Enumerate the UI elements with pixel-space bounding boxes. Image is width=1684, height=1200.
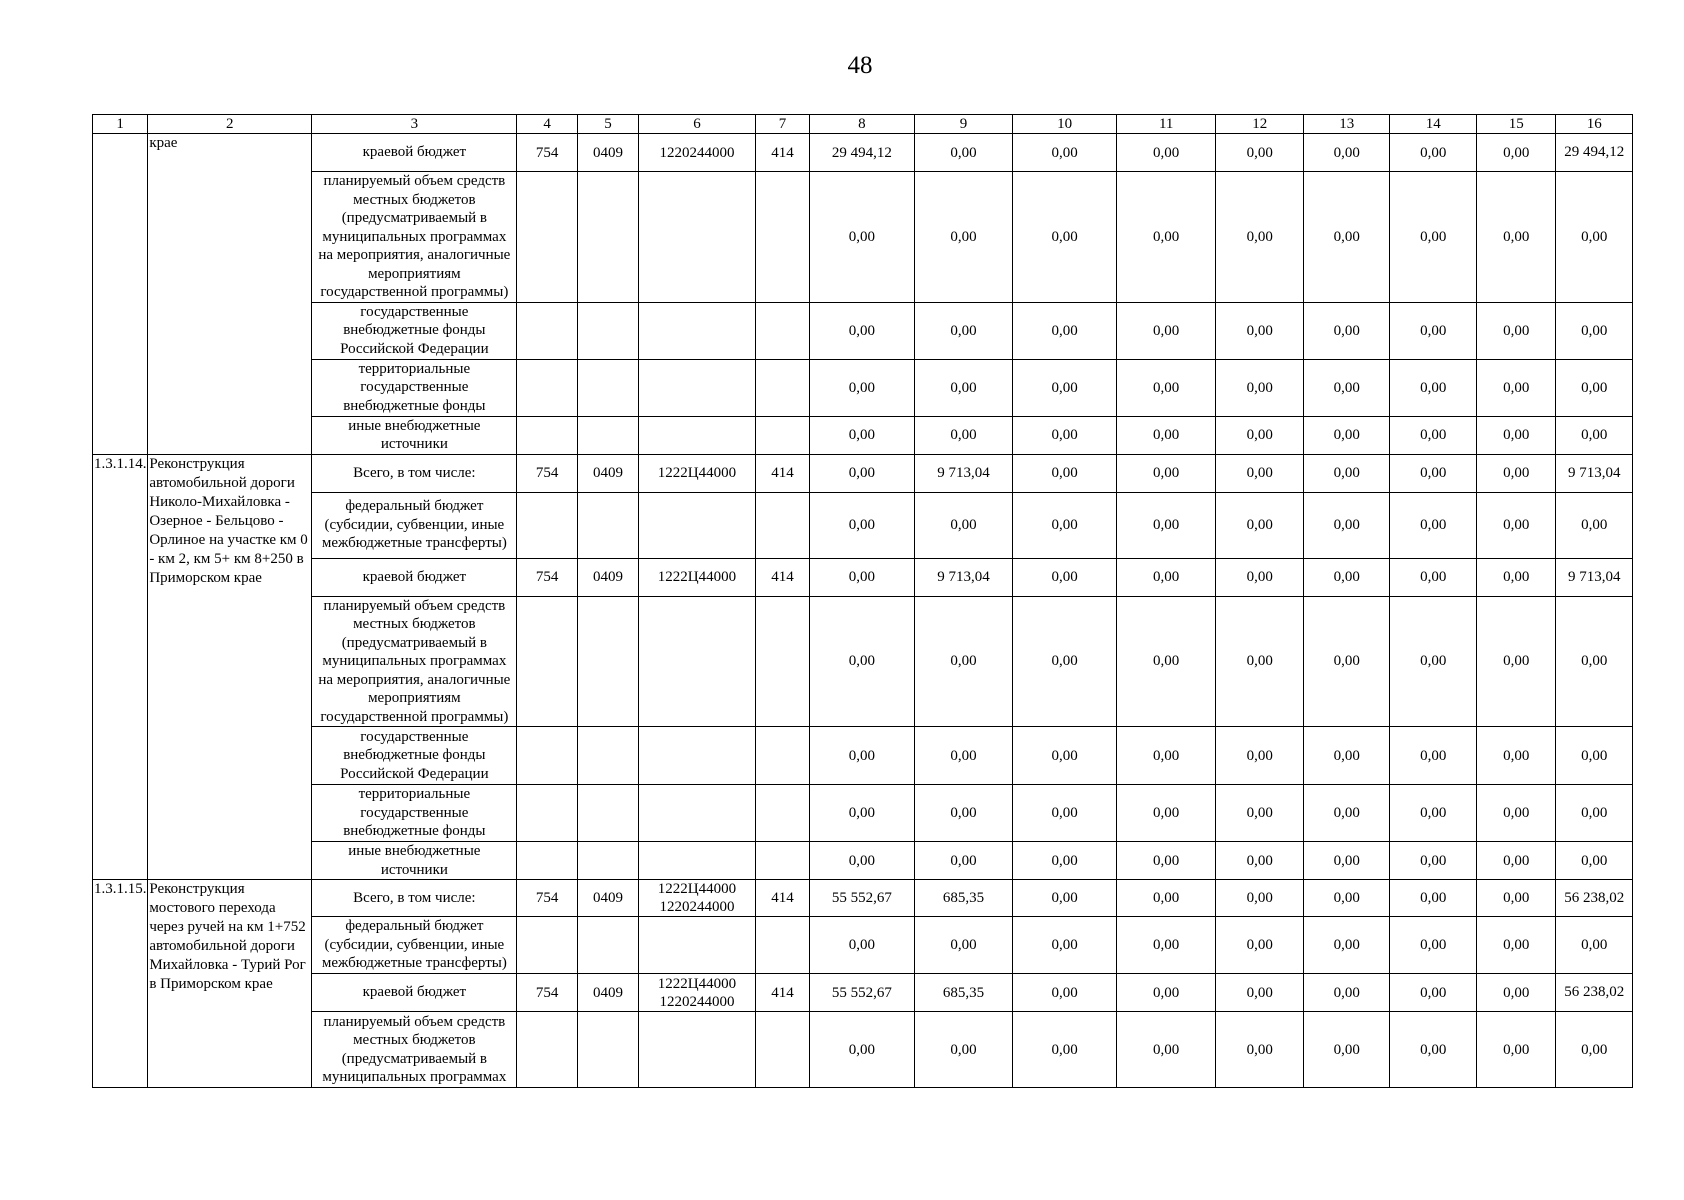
measure-name: Реконструкция мостового перехода через ручей на км 1+752 автомобильной дороги Михайловка - Турий Рог в Приморском крае [148, 880, 312, 1088]
csr-code [639, 974, 756, 1012]
year-value: 0,00 [1303, 974, 1390, 1012]
year-value: 0,00 [1476, 727, 1555, 785]
vr-code [755, 917, 809, 974]
year-value: 0,00 [1013, 596, 1117, 727]
col-number: 12 [1216, 115, 1304, 134]
source-label: государственные внебюджетные фонды Российской Федерации [312, 302, 517, 359]
section-code: 0409 [577, 880, 638, 917]
grbs-code [517, 785, 577, 842]
year-value: 0,00 [1476, 492, 1555, 558]
grbs-code [517, 1012, 577, 1088]
year-value: 0,00 [1476, 558, 1555, 596]
year-value: 0,00 [1390, 416, 1477, 454]
year-value: 0,00 [1116, 974, 1216, 1012]
csr-code [639, 172, 756, 303]
year-value: 0,00 [1116, 302, 1216, 359]
year-value: 0,00 [1390, 454, 1477, 492]
vr-code [755, 1012, 809, 1088]
source-label: краевой бюджет [312, 558, 517, 596]
year-value: 0,00 [1216, 416, 1304, 454]
year-value: 0,00 [1013, 842, 1117, 880]
year-value: 0,00 [914, 596, 1013, 727]
total-value: 0,00 [1556, 727, 1633, 785]
year-value: 0,00 [1303, 359, 1390, 416]
year-value: 0,00 [1216, 1012, 1304, 1088]
year-value: 0,00 [810, 785, 915, 842]
csr-code: 1222Ц44000 [639, 558, 756, 596]
measure-name: крае [148, 134, 312, 455]
table-row [93, 172, 1633, 303]
year-value: 0,00 [1303, 880, 1390, 917]
year-value: 0,00 [1013, 172, 1117, 303]
table-row [93, 727, 1633, 785]
section-code [577, 302, 638, 359]
csr-code [639, 596, 756, 727]
year-value: 0,00 [1013, 492, 1117, 558]
year-value: 0,00 [1116, 917, 1216, 974]
year-value: 0,00 [1116, 596, 1216, 727]
year-value: 0,00 [810, 172, 915, 303]
year-value: 0,00 [1390, 492, 1477, 558]
year-value: 0,00 [810, 302, 915, 359]
source-label: федеральный бюджет (субсидии, субвенции, иные межбюджетные трансферты) [312, 917, 517, 974]
vr-code [755, 172, 809, 303]
grbs-code [517, 416, 577, 454]
year-value: 0,00 [1116, 359, 1216, 416]
year-value: 0,00 [1390, 785, 1477, 842]
vr-code: 414 [755, 880, 809, 917]
year-value: 0,00 [1116, 492, 1216, 558]
total-value: 0,00 [1556, 785, 1633, 842]
section-code [577, 727, 638, 785]
col-number: 10 [1013, 115, 1117, 134]
year-value: 0,00 [1013, 1012, 1117, 1088]
csr-code: 1220244000 [639, 134, 756, 172]
table-row [93, 842, 1633, 880]
measure-name: Реконструкция автомобильной дороги Николо-Михайловка - Озерное - Бельцово - Орлиное на участке км 0 - км 2, км 5+ км 8+250 в Приморском крае [148, 454, 312, 880]
section-code: 0409 [577, 558, 638, 596]
year-value: 0,00 [810, 727, 915, 785]
csr-code [639, 416, 756, 454]
source-label: планируемый объем средств местных бюджетов (предусматриваемый в муниципальных программах на мероприятия, аналогичные мероприятиям государственной программы) [312, 172, 517, 303]
vr-code: 414 [755, 558, 809, 596]
col-number: 6 [639, 115, 756, 134]
year-value: 0,00 [1303, 917, 1390, 974]
grbs-code [517, 492, 577, 558]
year-value: 0,00 [1013, 917, 1117, 974]
csr-code [639, 359, 756, 416]
year-value: 0,00 [1216, 172, 1304, 303]
source-label: иные внебюджетные источники [312, 416, 517, 454]
total-value: 0,00 [1556, 359, 1633, 416]
year-value: 0,00 [1013, 302, 1117, 359]
year-value: 0,00 [1303, 302, 1390, 359]
year-value: 685,35 [914, 880, 1013, 917]
year-value: 0,00 [914, 917, 1013, 974]
table-row [93, 1012, 1633, 1088]
year-value: 0,00 [914, 302, 1013, 359]
year-value: 0,00 [810, 842, 915, 880]
table-row [93, 454, 1633, 492]
year-value: 0,00 [1303, 785, 1390, 842]
csr-code: 1222Ц44000 [639, 454, 756, 492]
year-value: 0,00 [1476, 1012, 1555, 1088]
grbs-code [517, 842, 577, 880]
vr-code: 414 [755, 134, 809, 172]
source-label: краевой бюджет [312, 134, 517, 172]
section-code: 0409 [577, 974, 638, 1012]
total-value: 56 238,02 [1556, 880, 1633, 917]
year-value: 685,35 [914, 974, 1013, 1012]
vr-code [755, 416, 809, 454]
year-value: 0,00 [914, 492, 1013, 558]
year-value: 0,00 [1013, 134, 1117, 172]
section-code [577, 917, 638, 974]
vr-code [755, 842, 809, 880]
year-value: 0,00 [914, 727, 1013, 785]
csr-code [639, 880, 756, 917]
col-number: 9 [914, 115, 1013, 134]
column-number-row [93, 115, 1633, 134]
year-value: 0,00 [1476, 172, 1555, 303]
year-value: 0,00 [1216, 842, 1304, 880]
section-code [577, 416, 638, 454]
year-value: 0,00 [1216, 492, 1304, 558]
table-row [93, 785, 1633, 842]
year-value: 0,00 [1390, 558, 1477, 596]
total-value: 0,00 [1556, 416, 1633, 454]
source-label: территориальные государственные внебюджетные фонды [312, 359, 517, 416]
table-row [93, 917, 1633, 974]
year-value: 0,00 [1013, 454, 1117, 492]
table-row [93, 974, 1633, 1012]
section-code [577, 596, 638, 727]
csr-code [639, 917, 756, 974]
year-value: 0,00 [1303, 842, 1390, 880]
year-value: 0,00 [1390, 1012, 1477, 1088]
year-value: 0,00 [1390, 917, 1477, 974]
year-value: 0,00 [1116, 454, 1216, 492]
year-value: 0,00 [1013, 359, 1117, 416]
grbs-code: 754 [517, 454, 577, 492]
year-value: 0,00 [1390, 596, 1477, 727]
section-code [577, 842, 638, 880]
table-row [93, 596, 1633, 727]
total-value: 9 713,04 [1556, 558, 1633, 596]
year-value: 0,00 [1216, 785, 1304, 842]
col-number: 1 [93, 115, 148, 134]
year-value: 0,00 [1303, 492, 1390, 558]
table-row [93, 359, 1633, 416]
year-value: 0,00 [810, 596, 915, 727]
year-value: 0,00 [1116, 785, 1216, 842]
year-value: 0,00 [1390, 172, 1477, 303]
year-value: 0,00 [1303, 454, 1390, 492]
source-label: Всего, в том числе: [312, 454, 517, 492]
total-value: 0,00 [1556, 302, 1633, 359]
year-value: 0,00 [1476, 416, 1555, 454]
year-value: 55 552,67 [810, 880, 915, 917]
csr-code [639, 727, 756, 785]
year-value: 0,00 [810, 558, 915, 596]
year-value: 0,00 [1216, 974, 1304, 1012]
table-row [93, 492, 1633, 558]
year-value: 0,00 [1476, 454, 1555, 492]
year-value: 0,00 [1116, 416, 1216, 454]
section-code [577, 492, 638, 558]
year-value: 0,00 [1216, 880, 1304, 917]
section-code: 0409 [577, 454, 638, 492]
year-value: 0,00 [1476, 974, 1555, 1012]
section-code: 0409 [577, 134, 638, 172]
grbs-code: 754 [517, 974, 577, 1012]
year-value: 0,00 [1303, 416, 1390, 454]
year-value: 0,00 [914, 172, 1013, 303]
grbs-code: 754 [517, 558, 577, 596]
row-id-cell [93, 134, 148, 455]
year-value: 0,00 [1303, 558, 1390, 596]
vr-code: 414 [755, 454, 809, 492]
year-value: 0,00 [1116, 1012, 1216, 1088]
grbs-code: 754 [517, 134, 577, 172]
grbs-code [517, 172, 577, 303]
year-value: 0,00 [1476, 134, 1555, 172]
total-value: 9 713,04 [1556, 454, 1633, 492]
col-number: 14 [1390, 115, 1477, 134]
source-label: иные внебюджетные источники [312, 842, 517, 880]
year-value: 0,00 [810, 1012, 915, 1088]
col-number: 13 [1303, 115, 1390, 134]
csr-code [639, 842, 756, 880]
year-value: 0,00 [810, 359, 915, 416]
row-id-cell: 1.3.1.14. [93, 454, 148, 880]
year-value: 0,00 [1013, 880, 1117, 917]
table-row [93, 134, 1633, 172]
col-number: 15 [1476, 115, 1555, 134]
vr-code: 414 [755, 974, 809, 1012]
source-label: федеральный бюджет (субсидии, субвенции, иные межбюджетные трансферты) [312, 492, 517, 558]
year-value: 0,00 [1303, 727, 1390, 785]
year-value: 0,00 [1116, 172, 1216, 303]
year-value: 0,00 [914, 134, 1013, 172]
grbs-code: 754 [517, 880, 577, 917]
table-row [93, 302, 1633, 359]
page-number: 48 [847, 52, 873, 79]
year-value: 0,00 [1116, 727, 1216, 785]
vr-code [755, 359, 809, 416]
year-value: 0,00 [1116, 558, 1216, 596]
grbs-code [517, 727, 577, 785]
year-value: 0,00 [1216, 302, 1304, 359]
csr-code-line: 1222Ц44000 [657, 881, 737, 897]
year-value: 0,00 [810, 454, 915, 492]
year-value: 55 552,67 [810, 974, 915, 1012]
year-value: 0,00 [1216, 134, 1304, 172]
year-value: 0,00 [1216, 596, 1304, 727]
col-number: 5 [577, 115, 638, 134]
vr-code [755, 596, 809, 727]
year-value: 0,00 [1476, 302, 1555, 359]
year-value: 0,00 [1390, 134, 1477, 172]
year-value: 29 494,12 [810, 134, 915, 172]
source-label: Всего, в том числе: [312, 880, 517, 917]
year-value: 0,00 [914, 785, 1013, 842]
year-value: 0,00 [914, 416, 1013, 454]
source-label: краевой бюджет [312, 974, 517, 1012]
total-value: 0,00 [1556, 842, 1633, 880]
table-row [93, 416, 1633, 454]
source-label: планируемый объем средств местных бюджетов (предусматриваемый в муниципальных программах [312, 1012, 517, 1088]
csr-code-line: 1220244000 [659, 993, 735, 1010]
total-value: 29 494,12 [1556, 134, 1633, 172]
csr-code [639, 1012, 756, 1088]
table-row [93, 558, 1633, 596]
col-number: 16 [1556, 115, 1633, 134]
year-value: 0,00 [1303, 134, 1390, 172]
row-id-cell: 1.3.1.15. [93, 880, 148, 1088]
table-row [93, 880, 1633, 917]
year-value: 9 713,04 [914, 454, 1013, 492]
total-value: 56 238,02 [1556, 974, 1633, 1012]
year-value: 0,00 [1476, 880, 1555, 917]
year-value: 0,00 [1390, 727, 1477, 785]
source-label: планируемый объем средств местных бюджетов (предусматриваемый в муниципальных программах на мероприятия, аналогичные мероприятиям государственной программы) [312, 596, 517, 727]
year-value: 0,00 [1216, 917, 1304, 974]
year-value: 0,00 [1390, 359, 1477, 416]
year-value: 0,00 [1303, 596, 1390, 727]
year-value: 0,00 [1216, 359, 1304, 416]
year-value: 0,00 [1476, 785, 1555, 842]
year-value: 0,00 [1476, 917, 1555, 974]
grbs-code [517, 917, 577, 974]
year-value: 0,00 [1216, 558, 1304, 596]
year-value: 0,00 [914, 359, 1013, 416]
vr-code [755, 302, 809, 359]
csr-code-line: 1222Ц44000 [657, 975, 737, 992]
col-number: 3 [312, 115, 517, 134]
year-value: 0,00 [810, 416, 915, 454]
year-value: 0,00 [1013, 974, 1117, 1012]
section-code [577, 172, 638, 303]
year-value: 0,00 [914, 1012, 1013, 1088]
vr-code [755, 727, 809, 785]
total-value: 0,00 [1556, 596, 1633, 727]
year-value: 0,00 [1216, 727, 1304, 785]
section-code [577, 359, 638, 416]
grbs-code [517, 596, 577, 727]
year-value: 0,00 [1390, 302, 1477, 359]
csr-code-line: 1220244000 [659, 899, 735, 915]
year-value: 0,00 [1013, 558, 1117, 596]
year-value: 0,00 [1476, 842, 1555, 880]
year-value: 0,00 [1476, 359, 1555, 416]
year-value: 0,00 [1390, 880, 1477, 917]
vr-code [755, 785, 809, 842]
total-value: 0,00 [1556, 1012, 1633, 1088]
vr-code [755, 492, 809, 558]
source-label: государственные внебюджетные фонды Российской Федерации [312, 727, 517, 785]
total-value: 0,00 [1556, 917, 1633, 974]
source-label: территориальные государственные внебюджетные фонды [312, 785, 517, 842]
total-value: 0,00 [1556, 172, 1633, 303]
grbs-code [517, 359, 577, 416]
year-value: 0,00 [1390, 974, 1477, 1012]
year-value: 0,00 [1303, 1012, 1390, 1088]
budget-table [92, 114, 1633, 1088]
year-value: 0,00 [1013, 727, 1117, 785]
year-value: 0,00 [1216, 454, 1304, 492]
year-value: 0,00 [1116, 880, 1216, 917]
col-number: 8 [810, 115, 915, 134]
col-number: 2 [148, 115, 312, 134]
section-code [577, 1012, 638, 1088]
col-number: 11 [1116, 115, 1216, 134]
year-value: 0,00 [914, 842, 1013, 880]
col-number: 7 [755, 115, 809, 134]
year-value: 0,00 [1303, 172, 1390, 303]
year-value: 0,00 [1476, 596, 1555, 727]
csr-code [639, 785, 756, 842]
year-value: 0,00 [1013, 785, 1117, 842]
section-code [577, 785, 638, 842]
year-value: 0,00 [1390, 842, 1477, 880]
year-value: 0,00 [810, 492, 915, 558]
year-value: 0,00 [1116, 842, 1216, 880]
year-value: 0,00 [810, 917, 915, 974]
csr-code [639, 492, 756, 558]
col-number: 4 [517, 115, 577, 134]
csr-code [639, 302, 756, 359]
total-value: 0,00 [1556, 492, 1633, 558]
year-value: 9 713,04 [914, 558, 1013, 596]
year-value: 0,00 [1116, 134, 1216, 172]
year-value: 0,00 [1013, 416, 1117, 454]
grbs-code [517, 302, 577, 359]
